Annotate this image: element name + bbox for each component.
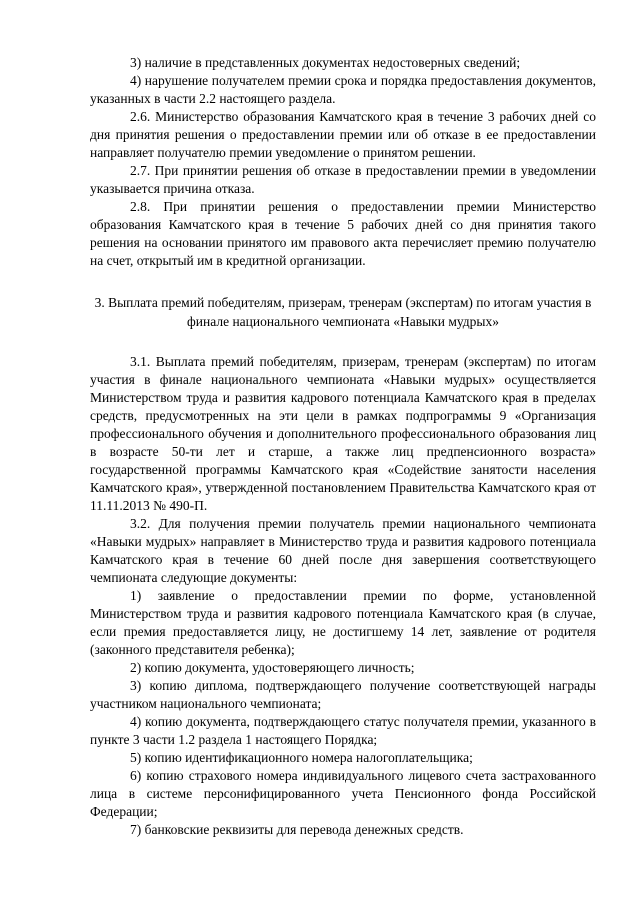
paragraph-2-7: 2.7. При принятии решения об отказе в предоставлении премии в уведомлении указывается причина отказа. bbox=[90, 163, 596, 196]
section-3-heading: 3. Выплата премий победителям, призерам, тренерам (экспертам) по итогам участия в финале национального чемпионата «Навыки мудрых» bbox=[94, 295, 592, 329]
paragraph-3-1: 3.1. Выплата премий победителям, призерам, тренерам (экспертам) по итогам участия в финале национального чемпионата «Навыки мудрых» осуществляется Министерством труда и развития кадрового потенциала Камчатского края в пределах средств, предусмотренных на эти цели в рамках подпрограммы 9 «Организация профессионального обучения и дополнительного профессионального образования лиц в возрасте 50-ти лет и старше, а также лиц предпенсионного возраста» государственной программы Камчатского края «Содействие занятости населения Камчатского края», утвержденной постановлением Правительства Камчатского края от 11.11.2013 № 490-П. bbox=[90, 354, 596, 513]
paragraph-item-3: 3) наличие в представленных документах недостоверных сведений; bbox=[130, 55, 521, 70]
document-list-item-5: 5) копию идентификационного номера налогоплательщика; bbox=[130, 750, 473, 765]
paragraph-2-6: 2.6. Министерство образования Камчатского края в течение 3 рабочих дней со дня принятия решения о предоставлении премии или об отказе в ее предоставлении направляет получателю премии уведомление о принятом решении. bbox=[90, 109, 596, 160]
document-list-item-2: 2) копию документа, удостоверяющего личность; bbox=[130, 660, 415, 675]
document-list-item-4: 4) копию документа, подтверждающего статус получателя премии, указанного в пункте 3 части 1.2 раздела 1 настоящего Порядка; bbox=[90, 714, 596, 747]
document-page bbox=[90, 54, 596, 839]
paragraph-2-8: 2.8. При принятии решения о предоставлении премии Министерство образования Камчатского края в течение 5 рабочих дней со дня принятия такого решения на основании принятого им правового акта перечисляет премию получателю на счет, открытый им в кредитной организации. bbox=[90, 199, 596, 268]
paragraph-3-2: 3.2. Для получения премии получатель премии национального чемпионата «Навыки мудрых» направляет в Министерство труда и развития кадрового потенциала Камчатского края в течение 60 дней после дня завершения соответствующего чемпионата следующие документы: bbox=[90, 516, 596, 585]
document-list-item-6: 6) копию страхового номера индивидуального лицевого счета застрахованного лица в системе персонифицированного учета Пенсионного фонда Российской Федерации; bbox=[90, 768, 596, 819]
document-list-item-7: 7) банковские реквизиты для перевода денежных средств. bbox=[130, 822, 464, 837]
document-list-item-1: 1) заявление о предоставлении премии по форме, установленной Министерством труда и развития кадрового потенциала Камчатского края (в случае, если премия предоставляется лицу, не достигшему 14 лет, заявление от родителя (законного представителя ребенка); bbox=[90, 588, 596, 657]
document-list-item-3: 3) копию диплома, подтверждающего получение соответствующей награды участником национального чемпионата; bbox=[90, 678, 596, 711]
paragraph-item-4: 4) нарушение получателем премии срока и порядка предоставления документов, указанных в части 2.2 настоящего раздела. bbox=[90, 73, 596, 106]
